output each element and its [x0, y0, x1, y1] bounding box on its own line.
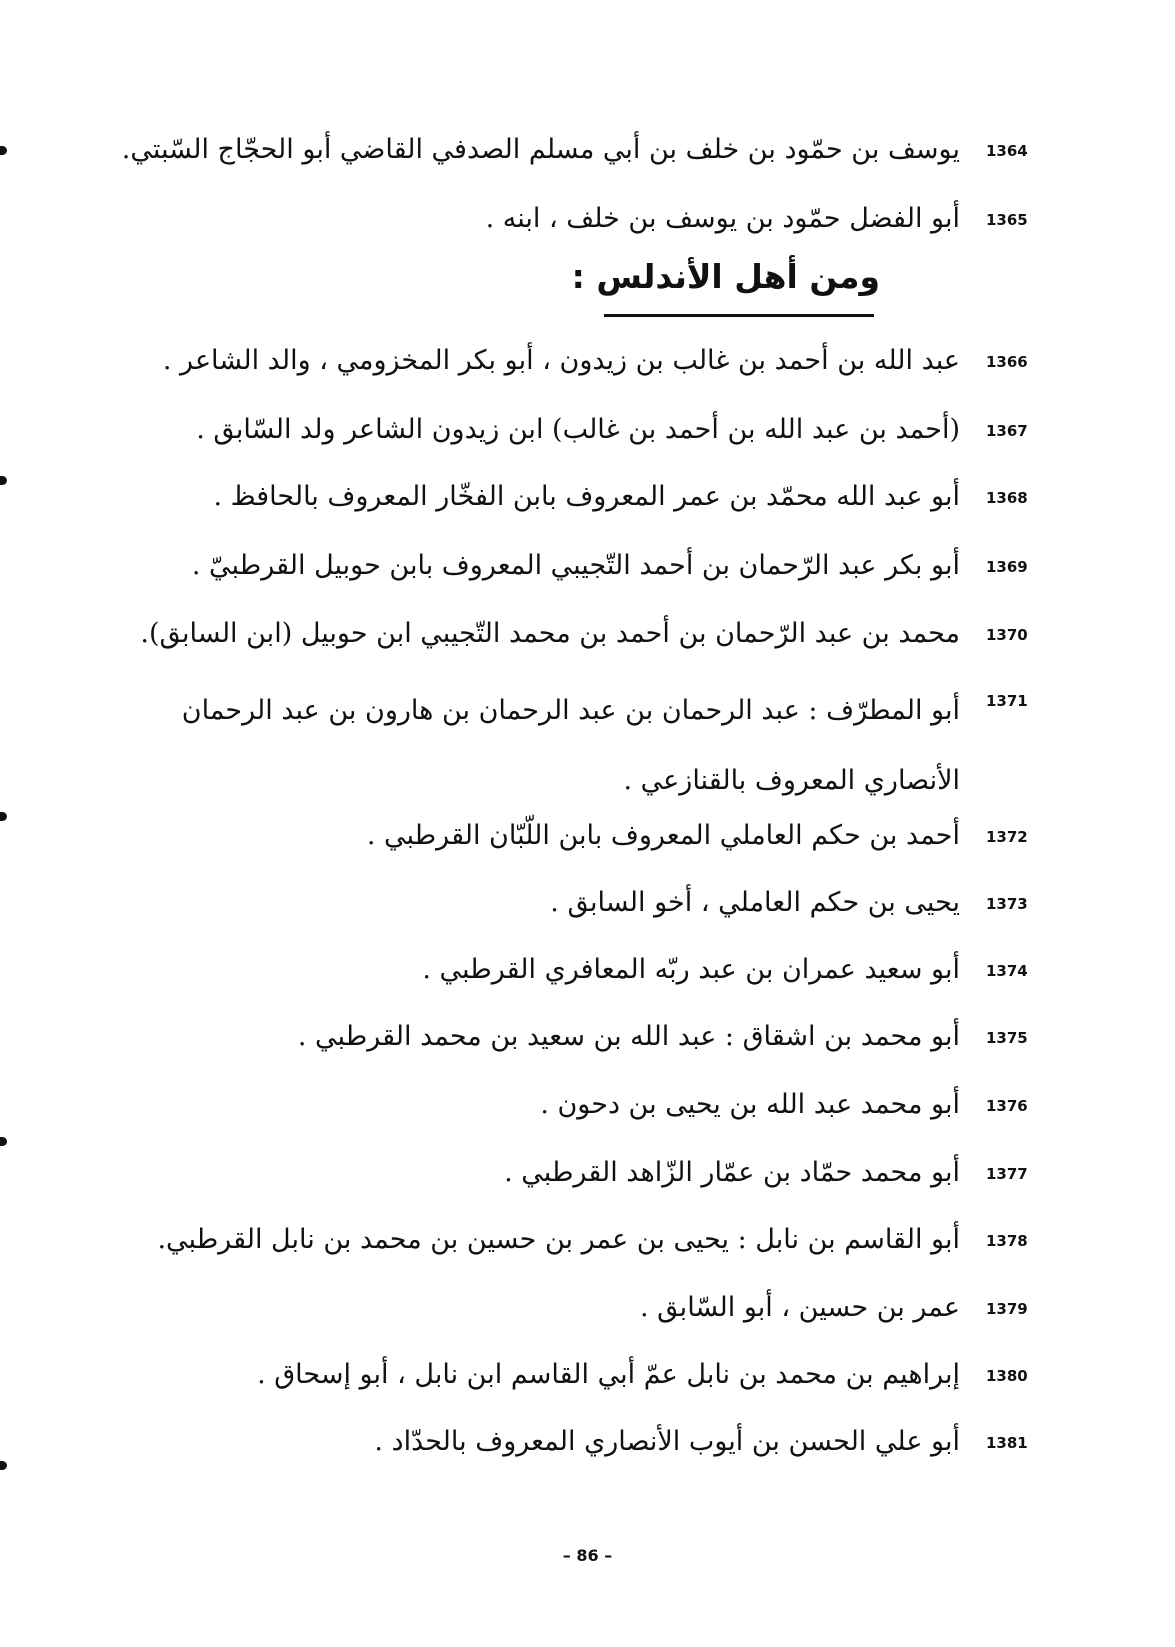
entry-number: 1364: [986, 142, 1028, 160]
entry-1368: [0, 481, 1175, 547]
entry-text: أبو محمد عبد الله بن يحيى بن دحون .: [540, 1089, 960, 1120]
entry-text: أبو سعيد عمران بن عبد ربّه المعافري القرطبي .: [422, 954, 960, 985]
entry-number: 1366: [986, 353, 1028, 371]
entry-number: 1375: [986, 1029, 1028, 1047]
entry-text: أبو القاسم بن نابل : يحيى بن عمر بن حسين بن محمد بن نابل القرطبي.: [157, 1224, 960, 1255]
entry-number: 1368: [986, 489, 1028, 507]
entry-number: 1370: [986, 626, 1028, 644]
entry-text: إبراهيم بن محمد بن نابل عمّ أبي القاسم ابن نابل ، أبو إسحاق .: [257, 1359, 960, 1390]
heading-underline: [604, 314, 874, 317]
entry-number: 1371: [986, 692, 1028, 710]
entry-text: أبو بكر عبد الرّحمان بن أحمد التّجيبي المعروف بابن حوبيل القرطبيّ .: [191, 550, 960, 581]
entry-1372: [0, 820, 1175, 886]
entry-number: 1372: [986, 828, 1028, 846]
entry-number: 1381: [986, 1434, 1028, 1452]
entry-1376: [0, 1089, 1175, 1155]
entry-number: 1379: [986, 1300, 1028, 1318]
entry-text: يحيى بن حكم العاملي ، أخو السابق .: [550, 887, 960, 918]
entry-number: 1373: [986, 895, 1028, 913]
entry-text: أبو عبد الله محمّد بن عمر المعروف بابن الفخّار المعروف بالحافظ .: [213, 481, 960, 512]
section-heading: ومن أهل الأندلس :: [571, 257, 880, 296]
entry-number: 1380: [986, 1367, 1028, 1385]
entry-text: أبو علي الحسن بن أيوب الأنصاري المعروف بالحدّاد .: [374, 1426, 960, 1457]
entry-number: 1365: [986, 211, 1028, 229]
entry-1371: [0, 690, 1175, 820]
entry-number: 1374: [986, 962, 1028, 980]
entry-number: 1369: [986, 558, 1028, 576]
entry-1380: [0, 1359, 1175, 1425]
entry-text: أحمد بن حكم العاملي المعروف بابن اللّبّان القرطبي .: [366, 820, 960, 851]
entry-number: 1377: [986, 1165, 1028, 1183]
entry-text: أبو محمد بن اشقاق : عبد الله بن سعيد بن محمد القرطبي .: [297, 1021, 960, 1052]
entry-1377: [0, 1157, 1175, 1223]
entry-number: 1367: [986, 422, 1028, 440]
entry-text: عمر بن حسين ، أبو السّابق .: [640, 1292, 960, 1323]
entry-1370: [0, 618, 1175, 684]
entry-text: عبد الله بن أحمد بن غالب بن زيدون ، أبو بكر المخزومي ، والد الشاعر .: [162, 345, 960, 376]
entry-1379: [0, 1292, 1175, 1358]
entry-text: محمد بن عبد الرّحمان بن أحمد بن محمد التّجيبي ابن حوبيل (ابن السابق).: [140, 618, 960, 649]
entry-text: أبو محمد حمّاد بن عمّار الزّاهد القرطبي .: [504, 1157, 960, 1188]
entry-1378: [0, 1224, 1175, 1290]
entry-1366: [0, 345, 1175, 411]
entry-1364: [0, 134, 1175, 200]
entry-1373: [0, 887, 1175, 953]
entry-1369: [0, 550, 1175, 616]
entry-1381: [0, 1426, 1175, 1492]
entry-number: 1378: [986, 1232, 1028, 1250]
entry-1375: [0, 1021, 1175, 1087]
entry-text: يوسف بن حمّود بن خلف بن أبي مسلم الصدفي القاضي أبو الحجّاج السّبتي.: [121, 134, 960, 165]
entry-text: أبو الفضل حمّود بن يوسف بن خلف ، ابنه .: [485, 203, 960, 234]
page-number: – 86 –: [562, 1546, 613, 1565]
entry-number: 1376: [986, 1097, 1028, 1115]
entry-text: أبو المطرّف : عبد الرحمان بن عبد الرحمان بن هارون بن عبد الرحمان الأنصاري المعروف بالقنازعي .: [181, 695, 960, 796]
entry-1367: [0, 414, 1175, 480]
entry-1374: [0, 954, 1175, 1020]
entry-text: (أحمد بن عبد الله بن أحمد بن غالب) ابن زيدون الشاعر ولد السّابق .: [196, 414, 960, 445]
